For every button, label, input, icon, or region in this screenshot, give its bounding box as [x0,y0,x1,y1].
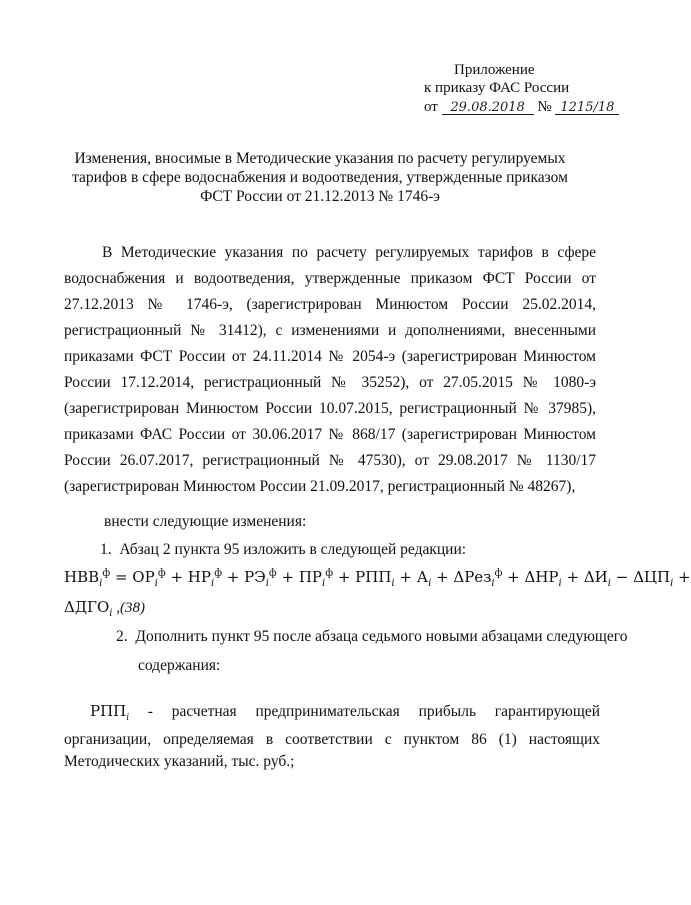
handwritten-date: 29.08.2018 [442,101,534,115]
document-title: Изменения, вносимые в Методические указания по расчету регулируемых тарифов в сфере водоснабжения и водоотведения, утвержденные приказом ФСТ России от 21.12.2013 № 1746-э [72,150,568,205]
number-label: № [537,99,552,115]
list-item-text: Дополнить пункт 95 после абзаца седьмого новыми абзацами следующего [135,628,628,645]
list-item-text: Абзац 2 пункта 95 изложить в следующей редакции: [119,541,467,558]
definition-text: - расчетная предпринимательская прибыль гарантирующей организации, определяемая в соответствии с пунктом 86 (1) настоящих Методических указаний, тыс. руб.; [64,703,600,771]
intro-paragraph: В Методические указания по расчету регулируемых тарифов в сфере водоснабжения и водоотведения, утвержденные приказом ФСТ России от 27.12.2013 № 1746-э, (зарегистрирован Минюстом России 25.02.2014, регистрационный № 31412), с изменениями и дополнениями, внесенными приказами ФСТ России от 24.11.2014 № 2054-э (зарегистрирован Минюстом России 17.12.2014, регистрационный № 35252), от 27.05.2015 № 1080-э (зарегистрирован Минюстом России 10.07.2015, регистрационный № 37985), приказами ФАС России от 30.06.2017 № 868/17 (зарегистрирован Минюстом России 26.07.2017, регистрационный № 47530), от 29.08.2017 № 1130/17 (зарегистрирован Минюстом России 21.09.2017, регистрационный № 48267), [64,244,596,495]
definition-paragraph [64,700,600,773]
appendix-order-ref: к приказу ФАС России [424,80,570,96]
definition-symbol: РПП [90,702,127,720]
list-item-1 [100,541,466,559]
list-item-number: 2. [116,628,128,645]
formula-line-2 [64,598,145,619]
handwritten-number: 1215/18 [555,101,619,115]
list-item-number: 1. [100,541,112,558]
definition-symbol-subscript: i [126,712,130,724]
formula-line-1: $НВВ_i^ф = ОР_i^ф + НР_i^ф + РЭ_i^ф + ПР_i^ф + РПП_i + А_i + \Delta Рез_i^ф + \Delta НР_i + \Delta И_i - \Delta ЦП_i$ + [64,568,691,589]
list-item-2 [116,628,627,646]
appendix-title: Приложение [454,62,535,78]
list-item-2-continuation: содержания: [138,657,221,674]
appendix-date-line [424,98,619,117]
from-label: от [424,99,438,115]
formula-subscript: i [109,608,113,619]
formula-term: ΔДГО [64,598,110,616]
formula-number: ,(38) [112,600,145,616]
make-changes-text: внести следующие изменения: [104,513,307,530]
